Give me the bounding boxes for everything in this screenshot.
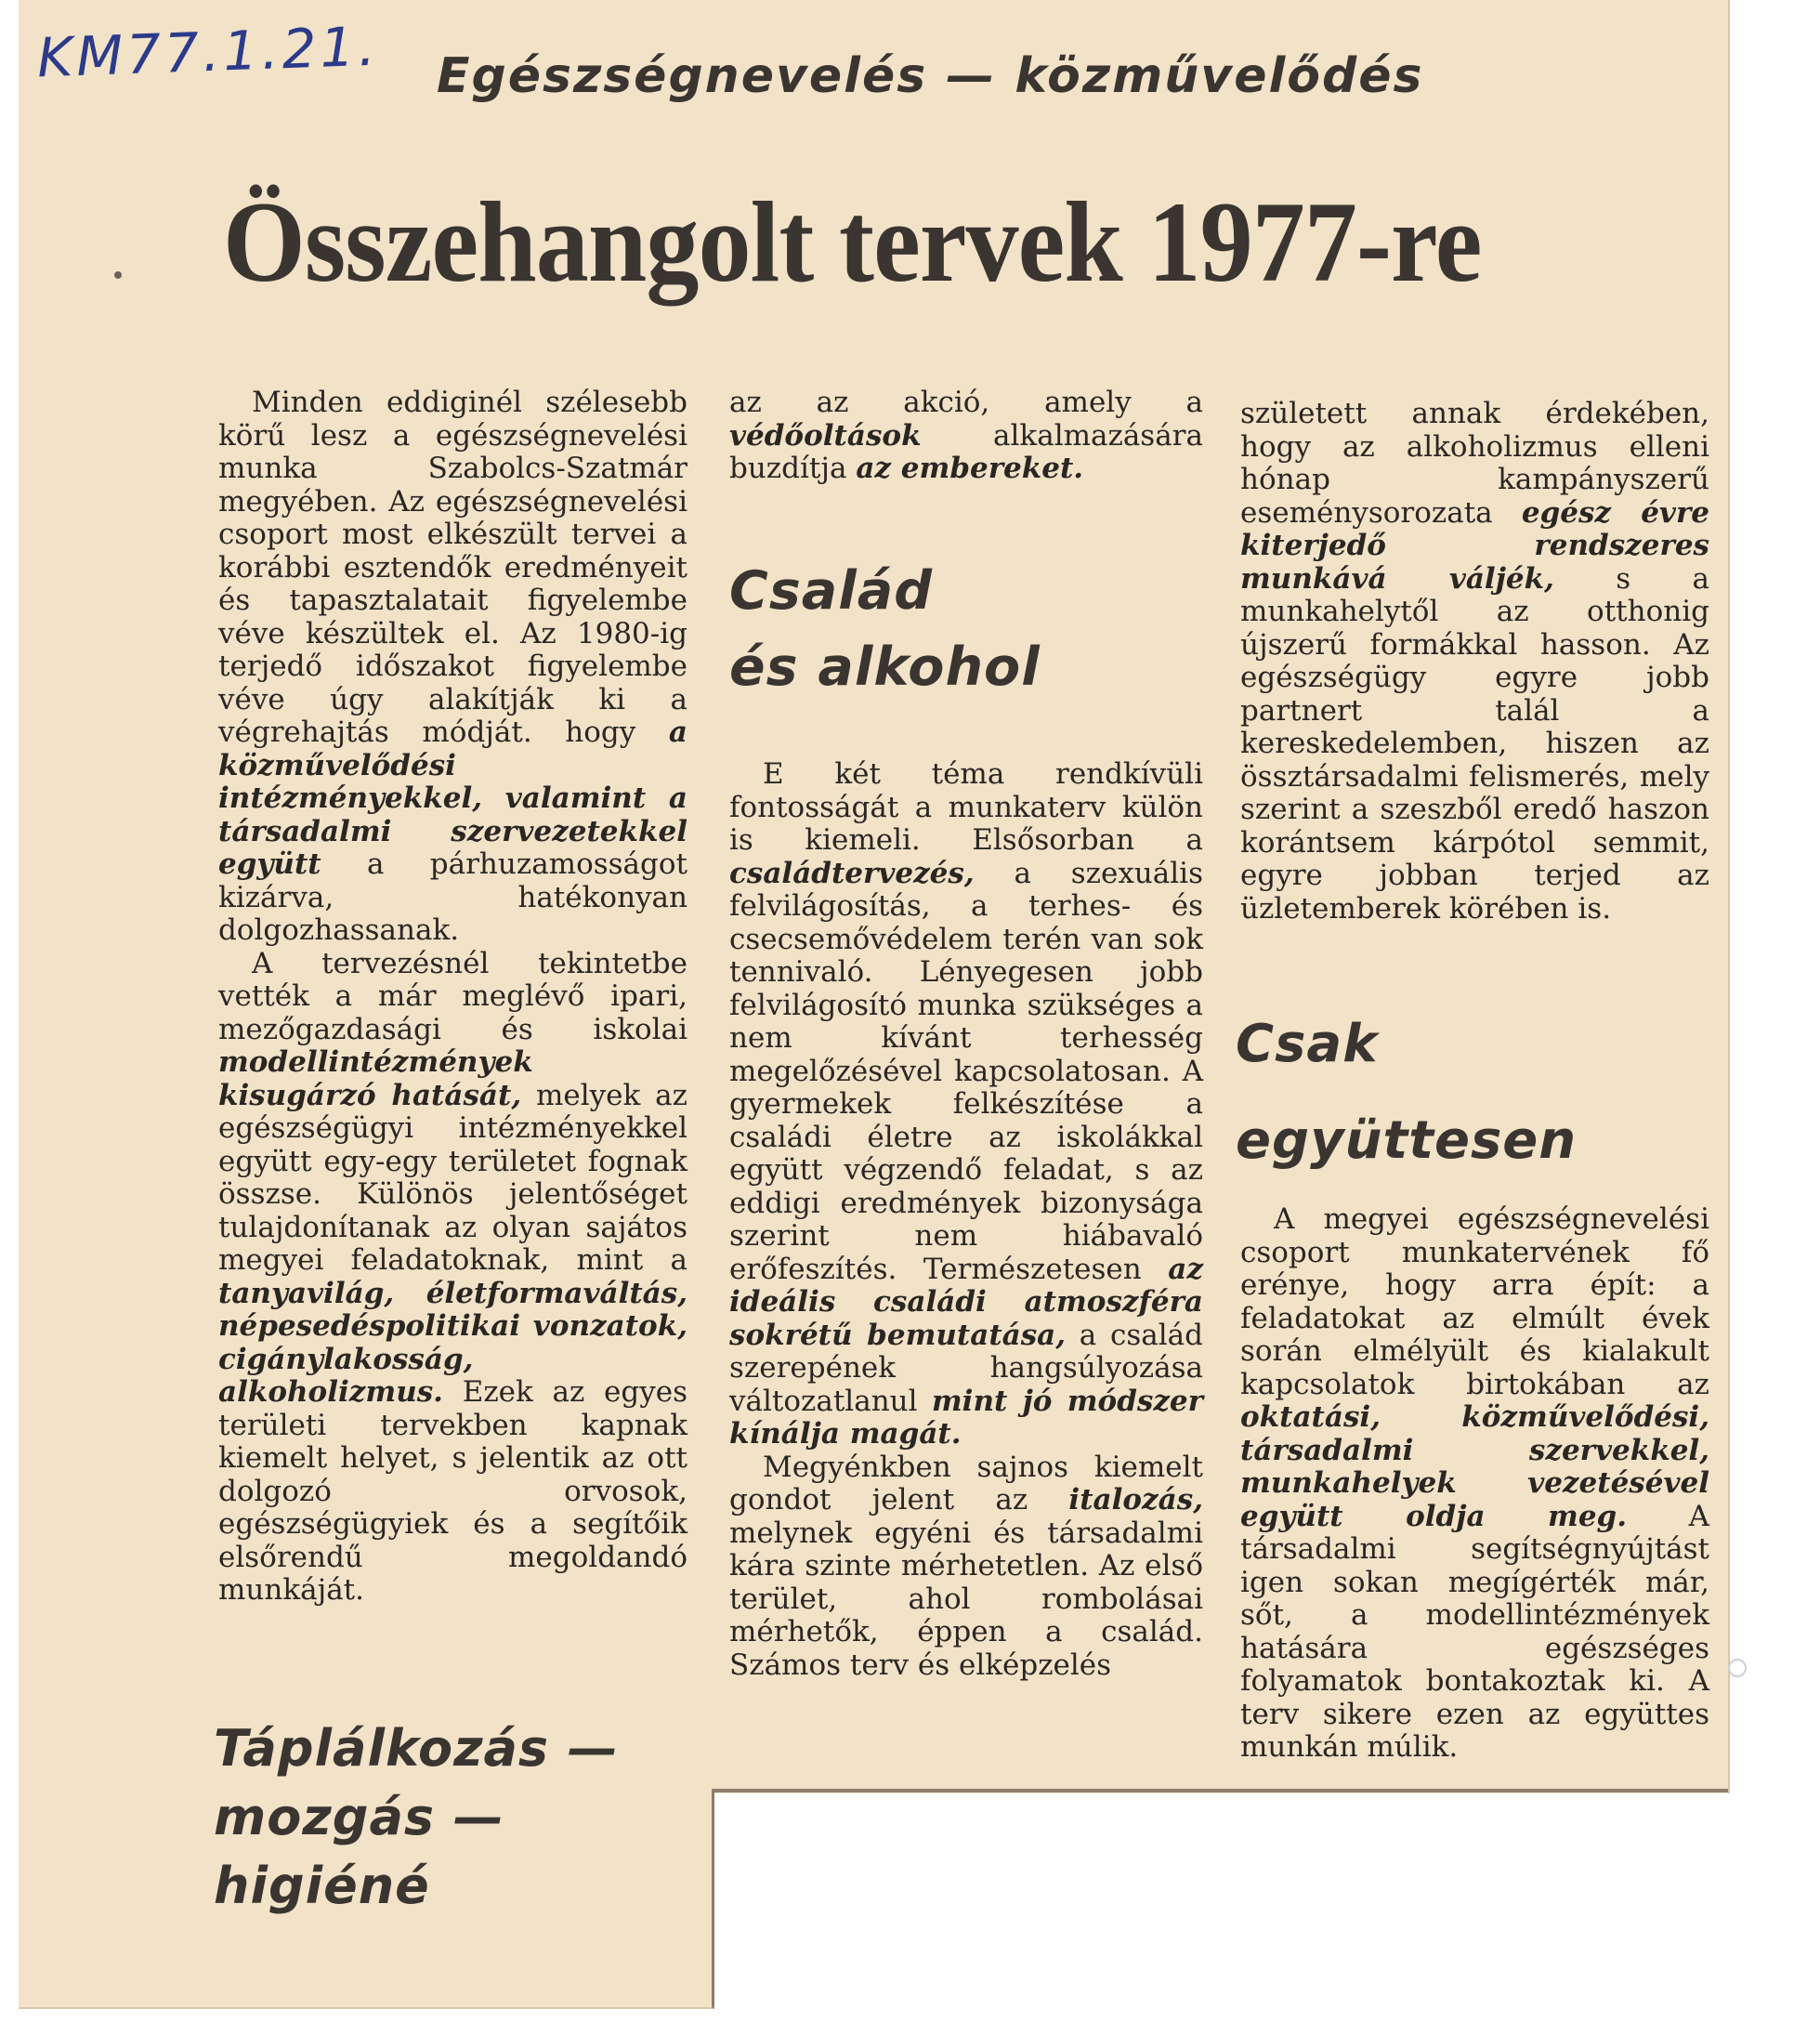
body-text: Minden eddiginél szélesebb körű lesz a egészségnevelési munka Szabolcs-Szatmár megyében. Az egészségnevelési csoport most elkészült tervei a korábbi esztendők eredményeit és tapasztalatait figyelembe véve készültek el. Az 1980-ig terjedő időszakot figyelembe véve úgy alakítják ki a végrehajtás módját. hogy <box>218 386 687 749</box>
body-text: a párhuzamosságot kizárva, hatékonyan dolgozhassanak. <box>218 847 687 947</box>
paragraph <box>729 387 1203 486</box>
emphasized-text: az embereket. <box>856 452 1084 485</box>
subheading-csalad <box>729 553 1101 705</box>
subheading-line: és alkohol <box>729 637 1041 698</box>
body-text: született annak érdekében, hogy az alkoholizmus elleni hónap kampányszerű eseménysorozata <box>1240 397 1709 530</box>
section-rubric: Egészségnevelés — közművelődés <box>437 48 1424 104</box>
subheading-line: Csak <box>1236 1014 1379 1074</box>
emphasized-text: mint jó módszer kínálja magát. <box>729 1384 1203 1451</box>
paragraph <box>729 758 1203 1451</box>
paragraph <box>1240 398 1709 926</box>
paragraph <box>218 948 687 1608</box>
handwritten-archive-note: KM77.1.21. <box>35 14 380 90</box>
punch-hole-mark <box>1728 1659 1747 1677</box>
emphasized-text: az ideális családi atmoszféra sokrétű bemutatása, <box>729 1252 1203 1352</box>
paper-speck <box>114 271 122 279</box>
article-column-3-continued <box>1240 1203 1709 1765</box>
emphasized-text: védőoltások <box>729 418 922 453</box>
emphasized-text: italozás, <box>1068 1483 1203 1516</box>
emphasized-text: modellintézmények kisugárzó hatását, <box>218 1045 533 1112</box>
subheading-csak-egyuttesen <box>1236 996 1700 1189</box>
body-text: melynek egyéni és társadalmi kára szinte mérhetetlen. Az első terület, ahol rombolásai mérhetők, éppen a család. Számos terv és elképzelés <box>729 1516 1203 1682</box>
article-column-1 <box>218 387 687 1608</box>
body-text: Megyénkben sajnos kiemelt gondot jelent az <box>729 1450 1203 1516</box>
paragraph <box>729 1451 1203 1683</box>
emphasized-text: egész évre kiterjedő rendszeres munkává váljék, <box>1240 495 1709 596</box>
emphasized-text: oktatási, közművelődési, társadalmi szervekkel, munkahelyek vezetésével együtt oldja meg. <box>1240 1400 1709 1533</box>
article-column-2-continued <box>729 758 1203 1682</box>
clipping-cut-edge <box>712 1789 1728 1792</box>
paragraph <box>1240 1203 1709 1765</box>
body-text: a szexuális felvilágosítás, a terhes- és csecsemővédelem terén van sok tennivaló. Lényegesen jobb felvilágosító munka szükséges a nem kívánt terhesség megelőzésével kapcsolatosan. A gyermekek felkészítése a családi életre az iskolákkal együtt végzendő feladat, s az eddigi eredmények bizonysága szerint nem hiábavaló erőfeszítés. Természetesen <box>729 856 1203 1286</box>
body-text: Ezek az egyes területi tervekben kapnak kiemelt helyet, s jelentik az ott dolgozó orvosok, egészségügyiek és a segítőik elsőrendű megoldandó munkáját. <box>218 1375 687 1607</box>
body-text: az az akció, amely a <box>729 386 1203 419</box>
emphasized-text: tanyavilág, életformaváltás, népesedéspolitikai vonzatok, cigánylakosság, alkoholizmus. <box>218 1276 687 1409</box>
paragraph <box>218 387 687 948</box>
article-headline: Összehangolt tervek 1977-re <box>223 178 1482 306</box>
body-text: A társadalmi segítségnyújtást igen sokan megígérték már, sőt, a modellintézmények hatására egészséges folyamatok bontakoztak ki. A terv sikere ezen az együttes munkán múlik. <box>1240 1499 1709 1764</box>
subheading-taplalkozas: Táplálkozás — mozgás — higiéné <box>214 1719 619 1915</box>
body-text: A megyei egészségnevelési csoport munkatervének fő erénye, hogy arra épít: a feladatokat az elmúlt évek során elmélyült és kialakult kapcsolatok birtokában az <box>1240 1202 1709 1401</box>
article-column-2 <box>729 387 1203 486</box>
body-text: s a munkahelytől az otthonig újszerű formákkal hasson. Az egészségügy egyre jobb partnert talál a kereskedelemben, hiszen az össztársadalmi felismerés, mely szerint a szeszből eredő haszon korántsem kárpótol semmit, egyre jobban terjed az üzletemberek körében is. <box>1240 561 1709 926</box>
article-column-3 <box>1240 398 1709 926</box>
subheading-line: együttesen <box>1236 1110 1578 1171</box>
emphasized-text: a közművelődési intézményekkel, valamint a társadalmi szervezetekkel együtt <box>218 716 687 881</box>
body-text: E két téma rendkívüli fontosságát a munkaterv külön is kiemeli. Elsősorban a <box>729 757 1203 857</box>
body-text: a család szerepének hangsúlyozása változatlanul <box>729 1318 1204 1418</box>
emphasized-text: családtervezés, <box>729 856 975 890</box>
body-text: melyek az egészségügyi intézményekkel együtt egy-egy területet fognak összse. Különös jelentőséget tulajdonítanak az olyan sajátos megyei feladatoknak, mint a <box>218 1078 687 1277</box>
body-text: alkalmazására buzdítja <box>729 418 1203 485</box>
body-text: A tervezésnél tekintetbe vették a már meglévő ipari, mezőgazdasági és iskolai <box>218 946 687 1046</box>
subheading-line: Család <box>729 560 934 622</box>
